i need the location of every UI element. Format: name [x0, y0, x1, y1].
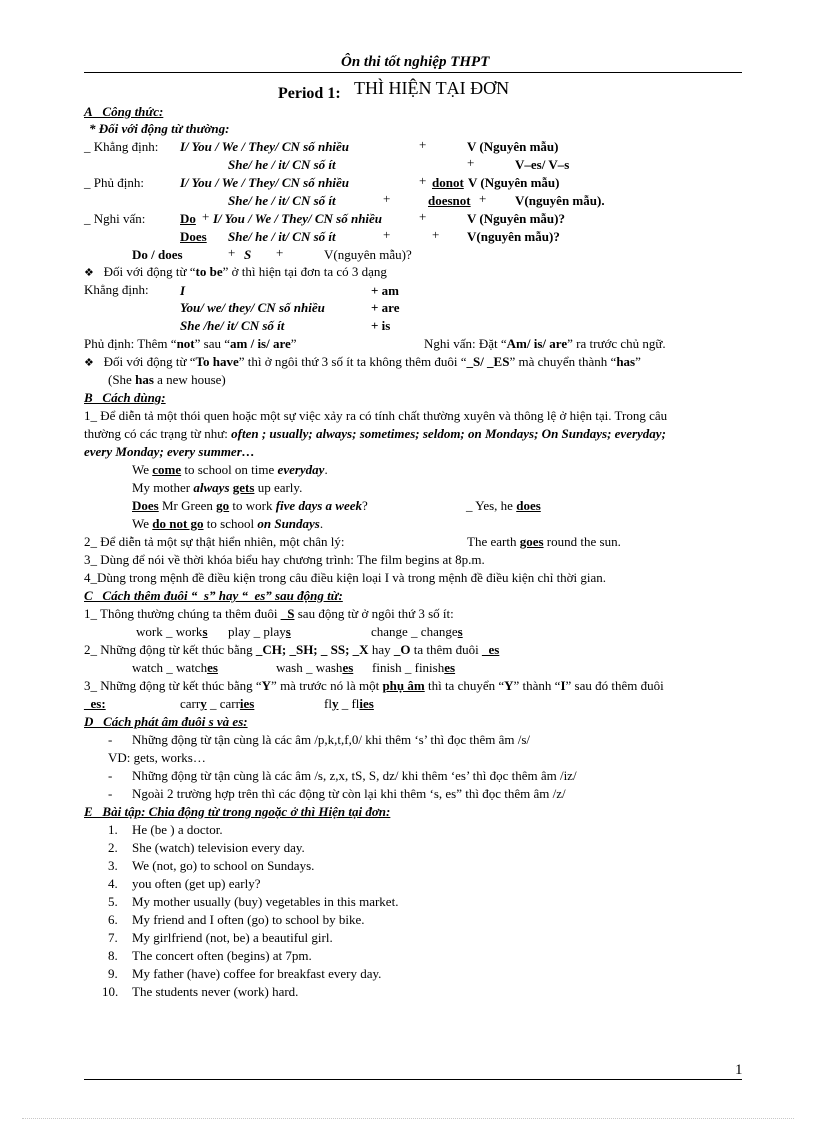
plus-sign: + [432, 227, 440, 242]
rule-1-ex-3: change _ changes [371, 624, 463, 639]
rule-2-ex-3: finish _ finishes [372, 660, 456, 675]
section-d-heading: D_ Cách phát âm đuôi s và es: [84, 714, 248, 729]
exercise-number: 9. [108, 966, 118, 981]
tobe-subject-singular: She /he/ it/ CN số ít [180, 318, 285, 333]
exercise-number: 2. [108, 840, 118, 855]
exercise-number: 5. [108, 894, 118, 909]
aff-subject-plural: I/ You / We / They/ CN số nhiều [180, 139, 350, 154]
usage-2-example: The earth goes round the sun. [467, 534, 621, 549]
neg-verb-singular: V(nguyên mẫu). [515, 193, 605, 208]
page-edge-divider [22, 1118, 794, 1119]
section-a-sub: * Đối với động từ thường: [89, 121, 230, 136]
plus-sign: + [419, 137, 427, 152]
exercise-item: He (be ) a doctor. [132, 822, 223, 837]
period-label: Period 1: [278, 85, 341, 102]
tobe-subject-i: I [180, 283, 186, 298]
header-rule [84, 72, 742, 73]
q-aux-does: Does [180, 229, 207, 244]
q-alt-aux: Do / does [132, 247, 183, 262]
diamond-bullet-icon: ❖ [84, 266, 94, 279]
usage-3: 3_ Dùng để nói về thời khóa biểu hay chương trình: The film begins at 8p.m. [84, 552, 485, 567]
rule-1-ex-2: play _ plays [228, 624, 291, 639]
exercise-number: 7. [108, 930, 118, 945]
usage-example-3: Does Mr Green go to work five days a week? [132, 498, 368, 513]
rule-3: 3_ Những động từ kết thúc bằng “Y” mà trước nó là một phụ âm thì ta chuyển “Y” thành “I” sau đó thêm đuôi [84, 678, 664, 693]
section-a-heading: A_ Công thức: [84, 104, 164, 119]
diamond-bullet-icon: ❖ [84, 356, 94, 369]
neg-subject-singular: She/ he / it/ CN số ít [228, 193, 336, 208]
exercise-item: you often (get up) early? [132, 876, 261, 891]
question-label: _ Nghi vấn: [84, 211, 146, 226]
pronunciation-rule-2: Những động từ tận cùng là các âm /s, z,x, tS, S, dz/ khi thêm ‘es’ thì đọc thêm âm /iz/ [132, 768, 577, 783]
footer-rule [84, 1079, 742, 1080]
q-verb-plural: V (Nguyên mẫu)? [467, 211, 565, 226]
dash-bullet: - [108, 786, 113, 801]
section-c-heading: C_ Cách thêm đuôi “_s” hay “_es” sau động từ: [84, 588, 343, 603]
to-have-note: ❖ Đối với động từ “To have” thì ở ngôi thứ 3 số ít ta không thêm đuôi “_S/ _ES” mà chuyển thành “has” [84, 354, 641, 369]
aff-verb-singular: V–es/ V–s [515, 157, 570, 172]
q-alt-verb: V(nguyên mẫu)? [324, 247, 412, 262]
aff-verb-plural: V (Nguyên mẫu) [467, 139, 559, 154]
pronunciation-rule-1: Những động từ tận cùng là các âm /p,k,t,f,0/ khi thêm ‘s’ thì đọc thêm âm /s/ [132, 732, 530, 747]
exercise-item: My girlfriend (not, be) a beautiful girl. [132, 930, 333, 945]
exercise-item: My friend and I often (go) to school by bike. [132, 912, 365, 927]
tobe-aff-label: Khẳng định: [84, 282, 149, 297]
plus-sign: + [419, 173, 427, 188]
q-aux-do: Do [180, 211, 196, 226]
period-title: THÌ HIỆN TẠI ĐƠN [354, 78, 510, 98]
neg-aux-singular: doesnot [428, 193, 471, 208]
dash-bullet: - [108, 732, 113, 747]
exercise-item: My father (have) coffee for breakfast every day. [132, 966, 382, 981]
q-alt-subject: S [244, 247, 252, 262]
usage-example-1: We come to school on time everyday. [132, 462, 328, 477]
section-b-heading: B_ Cách dùng: [84, 390, 166, 405]
neg-aux-plural: donot [432, 175, 464, 190]
aff-label: _ Khẳng định: [84, 139, 159, 154]
exercise-number: 3. [108, 858, 118, 873]
exercise-item: The students never (work) hard. [132, 984, 299, 999]
rule-2: 2_ Những động từ kết thúc bằng _CH; _SH; _ SS; _X hay _O ta thêm đuôi _es [84, 642, 500, 657]
rule-3-ex-1: carry _ carries [180, 696, 255, 711]
usage-2: 2_ Để diễn tả một sự thật hiển nhiên, một chân lý: [84, 534, 345, 549]
to-have-example: (She has a new house) [108, 372, 226, 387]
neg-verb-plural: V (Nguyên mẫu) [468, 175, 560, 190]
usage-example-4: We do not go to school on Sundays. [132, 516, 324, 531]
exercise-number: 6. [108, 912, 118, 927]
header-title: Ôn thi tốt nghiệp THPT [341, 54, 490, 70]
usage-1-line-1: 1_ Để diễn tả một thói quen hoặc một sự việc xảy ra có tính chất thường xuyên và thông lệ ở hiện tại. Trong câu [84, 408, 668, 423]
exercise-item: We (not, go) to school on Sundays. [132, 858, 315, 873]
usage-4: 4_Dùng trong mệnh đề điều kiện trong câu điều kiện loại I và trong mệnh đề điều kiện chỉ thời gian. [84, 570, 607, 585]
rule-3-es: _es: [84, 696, 106, 711]
rule-2-ex-2: wash _ washes [276, 660, 354, 675]
dash-bullet: - [108, 768, 113, 783]
exercise-number: 1. [108, 822, 118, 837]
rule-3-ex-2: fly _ flies [324, 696, 374, 711]
plus-sign: + [228, 245, 236, 260]
usage-1-line-3: every Monday; every summer… [84, 444, 255, 459]
plus-sign: + [383, 191, 391, 206]
exercise-item: She (watch) television every day. [132, 840, 305, 855]
page-number: 1 [735, 1062, 743, 1078]
tobe-are: + are [371, 300, 400, 315]
plus-sign: + [383, 227, 391, 242]
usage-example-2: My mother always gets up early. [132, 480, 303, 495]
rule-1-ex-1: work _ works [136, 624, 208, 639]
rule-1: 1_ Thông thường chúng ta thêm đuôi _S sau động từ ở ngôi thứ 3 số ít: [84, 606, 454, 621]
tobe-subject-plural: You/ we/ they/ CN số nhiều [180, 300, 325, 315]
neg-label: _ Phủ định: [84, 175, 144, 190]
q-subject-singular: She/ he / it/ CN số ít [228, 229, 336, 244]
usage-example-3-answer: _ Yes, he does [466, 498, 541, 513]
tobe-question: Nghi vấn: Đặt “Am/ is/ are” ra trước chủ ngữ. [424, 336, 666, 351]
tobe-negative: Phủ định: Thêm “not” sau “am / is/ are” [84, 336, 297, 351]
to-be-note: ❖ Đối với động từ “to be” ở thì hiện tại đơn ta có 3 dạng [84, 264, 387, 279]
plus-sign: + [202, 209, 210, 224]
exercise-number: 10. [102, 984, 119, 999]
aff-subject-singular: She/ he / it/ CN số ít [228, 157, 336, 172]
section-e-heading: E_ Bài tập: Chia động từ trong ngoặc ở thì Hiện tại đơn: [84, 804, 391, 819]
plus-sign: + [276, 245, 284, 260]
usage-1-line-2: thường có các trạng từ như: often ; usually; always; sometimes; seldom; on Mondays; On Sundays; everyday; [84, 426, 666, 441]
exercise-number: 8. [108, 948, 118, 963]
q-subject-plural: I/ You / We / They/ CN số nhiều [213, 211, 383, 226]
rule-2-ex-1: watch _ watches [132, 660, 218, 675]
plus-sign: + [419, 209, 427, 224]
pronunciation-example: VD: gets, works… [108, 750, 206, 765]
pronunciation-rule-3: Ngoài 2 trường hợp trên thì các động từ còn lại khi thêm ‘s, es” thì đọc thêm âm /z/ [132, 786, 566, 801]
exercise-number: 4. [108, 876, 118, 891]
tobe-am: + am [371, 283, 399, 298]
plus-sign: + [479, 191, 487, 206]
tobe-is: + is [371, 318, 391, 333]
q-verb-singular: V(nguyên mẫu)? [467, 229, 560, 244]
exercise-item: My mother usually (buy) vegetables in this market. [132, 894, 399, 909]
exercise-item: The concert often (begins) at 7pm. [132, 948, 312, 963]
plus-sign: + [467, 155, 475, 170]
neg-subject-plural: I/ You / We / They/ CN số nhiều [180, 175, 350, 190]
